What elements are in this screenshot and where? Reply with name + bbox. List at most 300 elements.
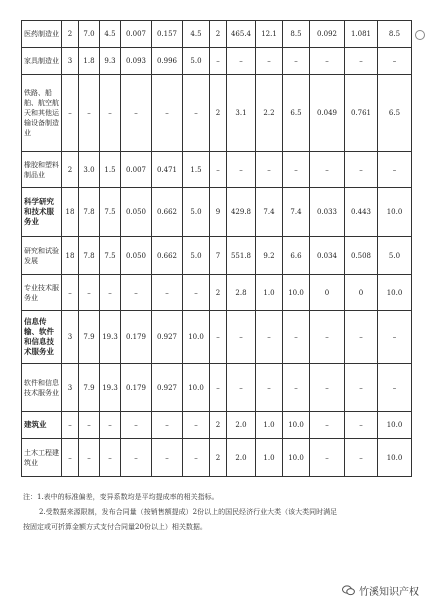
value-text: 7.5 — [104, 208, 116, 216]
value-cell — [310, 48, 345, 75]
value-text: 0.050 — [125, 208, 147, 216]
value-text: 6.5 — [290, 109, 302, 117]
table-row — [22, 152, 412, 188]
value-text: 7.4 — [263, 208, 275, 216]
value-cell — [310, 237, 345, 275]
value-text: 5.0 — [190, 57, 202, 65]
value-cell — [100, 21, 121, 48]
value-cell — [210, 188, 227, 237]
value-cell — [183, 311, 210, 364]
value-text: – — [87, 453, 91, 462]
value-text: 7.9 — [83, 333, 95, 341]
value-cell — [121, 152, 152, 188]
table-row — [22, 188, 412, 237]
value-cell — [210, 237, 227, 275]
value-cell — [310, 75, 345, 152]
value-cell — [100, 364, 121, 412]
value-text: – — [194, 288, 198, 297]
value-cell — [79, 237, 100, 275]
value-cell — [152, 439, 183, 477]
data-table-container — [21, 20, 412, 477]
value-text: 10.0 — [288, 288, 304, 297]
value-cell — [310, 439, 345, 477]
value-cell — [210, 152, 227, 188]
value-text: 7 — [215, 251, 221, 260]
value-cell — [152, 237, 183, 275]
value-cell — [256, 311, 283, 364]
value-cell — [79, 21, 100, 48]
value-text: 2 — [215, 453, 221, 462]
value-text: – — [325, 421, 329, 429]
value-text: – — [216, 57, 220, 65]
value-text: – — [239, 57, 243, 65]
value-text: – — [294, 57, 298, 65]
value-cell — [256, 21, 283, 48]
value-cell — [310, 188, 345, 237]
value-cell — [100, 48, 121, 75]
value-cell — [227, 439, 256, 477]
value-cell — [256, 275, 283, 311]
value-text: 7.9 — [83, 383, 95, 392]
value-cell — [227, 237, 256, 275]
value-cell — [121, 439, 152, 477]
value-cell — [183, 237, 210, 275]
value-cell — [283, 237, 310, 275]
value-cell — [121, 75, 152, 152]
value-cell — [183, 364, 210, 412]
value-text: 0.761 — [350, 109, 372, 117]
value-text: 10.0 — [386, 453, 403, 462]
value-cell — [227, 311, 256, 364]
value-text: – — [68, 288, 72, 297]
value-cell — [310, 275, 345, 311]
value-text: 0.179 — [125, 383, 147, 392]
value-cell — [227, 48, 256, 75]
table-row — [22, 311, 412, 364]
value-cell — [100, 412, 121, 439]
value-text: 0.007 — [125, 165, 147, 174]
table-row — [22, 364, 412, 412]
value-cell — [345, 75, 378, 152]
value-cell — [62, 188, 79, 237]
value-cell — [378, 364, 412, 412]
value-text: 551.8 — [230, 251, 252, 260]
value-cell — [210, 75, 227, 152]
value-cell — [62, 152, 79, 188]
value-cell — [183, 21, 210, 48]
value-text: 0 — [358, 288, 364, 297]
row-label: 铁路、船舶、航空航天和其他运输设备制造业 — [22, 75, 62, 152]
value-cell — [79, 311, 100, 364]
value-text: 3.0 — [83, 165, 95, 174]
value-text: – — [239, 165, 243, 174]
value-cell — [310, 152, 345, 188]
value-text: 4.5 — [104, 30, 116, 38]
value-cell — [62, 364, 79, 412]
value-text: 10.0 — [188, 333, 204, 341]
value-cell — [210, 439, 227, 477]
value-cell — [283, 275, 310, 311]
row-label: 医药制造业 — [22, 21, 62, 48]
row-label: 建筑业 — [22, 412, 62, 439]
value-text: 10.0 — [386, 421, 403, 429]
value-cell — [79, 412, 100, 439]
value-text: 2 — [215, 30, 221, 38]
value-cell — [227, 188, 256, 237]
value-cell — [100, 311, 121, 364]
value-cell — [62, 21, 79, 48]
value-text: – — [294, 383, 298, 392]
value-cell — [378, 412, 412, 439]
value-text: 18 — [65, 251, 75, 260]
value-cell — [256, 439, 283, 477]
value-cell — [345, 364, 378, 412]
value-cell — [121, 188, 152, 237]
value-text: 10.0 — [386, 288, 403, 297]
value-cell — [152, 21, 183, 48]
value-text: – — [108, 421, 112, 429]
note-line-3: 按固定或可折算金额方式支付合同量20份以上）相关数据。 — [23, 523, 207, 531]
value-cell — [345, 188, 378, 237]
value-text: 0.662 — [156, 251, 178, 260]
value-text: 9.3 — [104, 57, 116, 65]
value-text: 1.5 — [190, 165, 202, 174]
value-text: 0.927 — [156, 333, 178, 341]
value-cell — [62, 275, 79, 311]
value-cell — [183, 48, 210, 75]
value-text: 3 — [67, 57, 73, 65]
value-cell — [100, 275, 121, 311]
value-cell — [345, 237, 378, 275]
value-text: – — [267, 57, 271, 65]
value-cell — [79, 439, 100, 477]
value-text: 10.0 — [188, 383, 204, 392]
value-cell — [183, 188, 210, 237]
value-text: 2.8 — [235, 288, 247, 297]
value-text: – — [294, 333, 298, 341]
row-label: 研究和试验发展 — [22, 237, 62, 275]
value-text: 2 — [67, 30, 73, 38]
value-text: 0.034 — [316, 251, 338, 260]
value-text: 0.927 — [156, 383, 178, 392]
value-cell — [121, 364, 152, 412]
value-text: – — [359, 421, 363, 429]
value-cell — [283, 21, 310, 48]
table-notes — [23, 490, 415, 535]
value-text: 10.0 — [288, 421, 304, 429]
value-text: 0 — [324, 288, 330, 297]
value-text: – — [325, 165, 329, 174]
value-cell — [283, 152, 310, 188]
value-cell — [310, 364, 345, 412]
value-cell — [227, 412, 256, 439]
table-row — [22, 75, 412, 152]
value-text: – — [359, 453, 363, 462]
value-cell — [210, 21, 227, 48]
value-text: – — [87, 288, 91, 297]
value-text: – — [134, 288, 138, 297]
value-cell — [79, 364, 100, 412]
value-cell — [227, 364, 256, 412]
value-cell — [378, 152, 412, 188]
value-cell — [121, 412, 152, 439]
value-cell — [310, 412, 345, 439]
value-cell — [378, 48, 412, 75]
value-text: 10.0 — [288, 453, 304, 462]
side-circle-mark — [415, 30, 425, 40]
value-cell — [100, 75, 121, 152]
row-label: 橡胶和塑料制品业 — [22, 152, 62, 188]
value-text: – — [165, 288, 169, 297]
row-label: 专业技术服务业 — [22, 275, 62, 311]
value-cell — [345, 311, 378, 364]
value-text: 0.033 — [316, 208, 338, 216]
value-text: – — [392, 333, 397, 341]
note-line-2: 2.受数据来源限制，发布合同量（按销售额提成）2份以上的国民经济行业大类（该大类同时满足 — [39, 508, 338, 516]
value-cell — [345, 412, 378, 439]
value-text: – — [68, 421, 72, 429]
value-text: 2 — [67, 165, 73, 174]
value-cell — [283, 311, 310, 364]
value-text: – — [392, 165, 397, 174]
value-cell — [100, 152, 121, 188]
value-cell — [227, 275, 256, 311]
value-text: 1.081 — [350, 30, 372, 38]
value-text: 7.5 — [104, 251, 116, 260]
value-text: – — [392, 57, 397, 65]
value-cell — [378, 311, 412, 364]
value-cell — [79, 48, 100, 75]
value-text: 5.0 — [388, 251, 401, 260]
value-text: – — [239, 383, 243, 392]
value-cell — [152, 152, 183, 188]
value-text: 1.0 — [263, 453, 275, 462]
value-text: 6.6 — [290, 251, 302, 260]
value-cell — [152, 48, 183, 75]
value-text: – — [216, 165, 220, 174]
value-text: – — [325, 333, 329, 341]
value-cell — [79, 275, 100, 311]
value-text: – — [359, 333, 363, 341]
value-text: – — [108, 453, 112, 462]
value-cell — [378, 21, 412, 48]
value-cell — [79, 75, 100, 152]
value-cell — [378, 275, 412, 311]
value-cell — [378, 188, 412, 237]
value-text: – — [325, 57, 329, 65]
note-line-1: 注：1.表中的标准偏差，变异系数均是平均提成率的相关指标。 — [23, 493, 219, 501]
value-text: 0.007 — [125, 30, 147, 38]
value-text: – — [165, 421, 169, 429]
value-cell — [283, 48, 310, 75]
value-text: 0.049 — [316, 109, 338, 117]
value-cell — [183, 152, 210, 188]
value-text: 9 — [215, 208, 221, 216]
value-text: – — [216, 383, 220, 392]
row-label: 信息传输、软件和信息技术服务业 — [22, 311, 62, 364]
value-text: – — [87, 109, 91, 117]
value-cell — [345, 152, 378, 188]
value-cell — [152, 188, 183, 237]
table-row — [22, 412, 412, 439]
value-text: 2 — [215, 109, 221, 117]
value-text: 0.662 — [156, 208, 178, 216]
value-text: 3.1 — [235, 109, 247, 117]
value-text: – — [165, 109, 169, 117]
value-cell — [121, 311, 152, 364]
value-text: 5.0 — [190, 251, 202, 260]
value-text: – — [239, 333, 243, 341]
value-cell — [121, 21, 152, 48]
value-cell — [283, 364, 310, 412]
value-text: 0.996 — [156, 57, 178, 65]
value-text: – — [216, 333, 220, 341]
value-cell — [256, 364, 283, 412]
table-body — [22, 21, 412, 477]
value-cell — [345, 21, 378, 48]
value-cell — [183, 275, 210, 311]
table-row — [22, 48, 412, 75]
value-text: 0.443 — [350, 208, 372, 216]
value-cell — [378, 237, 412, 275]
value-cell — [256, 48, 283, 75]
value-text: 1.0 — [263, 288, 275, 297]
value-cell — [100, 439, 121, 477]
value-text: – — [359, 165, 363, 174]
value-text: – — [359, 383, 363, 392]
value-text: 7.8 — [83, 251, 95, 260]
value-text: – — [359, 57, 363, 65]
value-text: 1.8 — [83, 57, 95, 65]
value-text: 19.3 — [102, 383, 118, 392]
table-row — [22, 21, 412, 48]
value-text: 2.2 — [263, 109, 275, 117]
value-cell — [310, 21, 345, 48]
value-text: 1.0 — [263, 421, 275, 429]
value-cell — [227, 152, 256, 188]
value-text: 2 — [215, 288, 221, 297]
value-cell — [256, 188, 283, 237]
value-text: – — [165, 453, 169, 462]
value-cell — [378, 75, 412, 152]
value-text: 9.2 — [263, 251, 275, 260]
value-text: – — [87, 421, 91, 429]
value-text: 7.8 — [83, 208, 95, 216]
value-text: 8.5 — [388, 30, 401, 38]
value-text: 0.092 — [316, 30, 338, 38]
value-text: – — [325, 453, 329, 462]
value-cell — [62, 75, 79, 152]
value-text: – — [194, 453, 198, 462]
value-cell — [152, 364, 183, 412]
value-cell — [227, 21, 256, 48]
value-cell — [345, 275, 378, 311]
value-cell — [62, 439, 79, 477]
value-text: – — [267, 383, 271, 392]
value-text: 12.1 — [261, 30, 277, 38]
value-cell — [152, 311, 183, 364]
value-cell — [79, 188, 100, 237]
value-text: 465.4 — [230, 30, 252, 38]
value-text: 6.5 — [388, 109, 401, 117]
value-cell — [256, 75, 283, 152]
value-cell — [152, 275, 183, 311]
value-cell — [152, 75, 183, 152]
value-text: 19.3 — [102, 333, 118, 341]
table-row — [22, 237, 412, 275]
value-cell — [283, 75, 310, 152]
value-cell — [62, 48, 79, 75]
value-cell — [210, 412, 227, 439]
value-cell — [256, 152, 283, 188]
value-text: 18 — [65, 208, 75, 216]
row-label: 科学研究和技术服务业 — [22, 188, 62, 237]
value-cell — [183, 412, 210, 439]
value-text: – — [134, 421, 138, 429]
value-cell — [121, 48, 152, 75]
value-text: 0.050 — [125, 251, 147, 260]
value-text: 5.0 — [190, 208, 202, 216]
value-text: 0.179 — [125, 333, 147, 341]
value-cell — [345, 439, 378, 477]
value-text: 8.5 — [290, 30, 302, 38]
row-label: 土木工程建筑业 — [22, 439, 62, 477]
watermark — [342, 583, 419, 598]
royalty-rate-table — [21, 20, 412, 477]
value-text: 0.157 — [156, 30, 178, 38]
value-text: – — [325, 383, 329, 392]
value-cell — [227, 75, 256, 152]
value-cell — [256, 412, 283, 439]
value-text: 2.0 — [235, 453, 247, 462]
value-cell — [152, 412, 183, 439]
value-cell — [283, 412, 310, 439]
value-cell — [100, 188, 121, 237]
value-cell — [378, 439, 412, 477]
value-text: 3 — [67, 383, 73, 392]
value-text: 7.4 — [290, 208, 302, 216]
chat-bubble-icon — [342, 585, 355, 596]
value-cell — [183, 439, 210, 477]
value-text: 1.5 — [104, 165, 116, 174]
table-row — [22, 275, 412, 311]
value-cell — [79, 152, 100, 188]
value-text: 3 — [67, 333, 73, 341]
value-cell — [283, 188, 310, 237]
value-text: 429.8 — [230, 208, 252, 216]
value-text: – — [108, 109, 112, 117]
table-row — [22, 439, 412, 477]
value-text: 7.0 — [83, 30, 95, 38]
value-cell — [210, 311, 227, 364]
value-cell — [62, 237, 79, 275]
value-text: 4.5 — [190, 30, 202, 38]
value-cell — [121, 237, 152, 275]
value-cell — [62, 412, 79, 439]
value-cell — [121, 275, 152, 311]
value-text: – — [267, 165, 271, 174]
value-text: 0.471 — [156, 165, 178, 174]
value-text: 2 — [215, 421, 221, 429]
value-text: – — [294, 165, 298, 174]
value-text: 10.0 — [386, 208, 403, 216]
value-text: – — [108, 288, 112, 297]
value-text: – — [392, 383, 397, 392]
value-cell — [345, 48, 378, 75]
value-cell — [210, 48, 227, 75]
watermark-text: 竹溪知识产权 — [359, 587, 419, 598]
value-text: 0.093 — [125, 57, 147, 65]
